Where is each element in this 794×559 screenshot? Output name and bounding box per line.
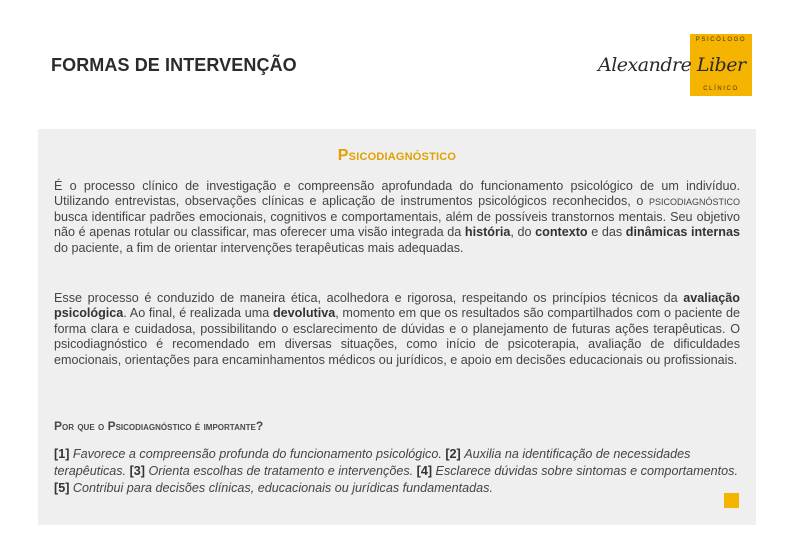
bold-term: contexto <box>535 225 588 240</box>
point-text: Esclarece dúvidas sobre sintomas e comportamentos. <box>435 464 738 478</box>
importance-heading: Por que o Psicodiagnóstico é importante? <box>54 419 264 433</box>
point-text: Orienta escolhas de tratamento e intervenções. <box>148 464 414 478</box>
text-run: . Ao final, é realizada uma <box>123 306 273 321</box>
point-number: [3] <box>129 464 146 478</box>
point-number: [2] <box>445 447 461 461</box>
text-run: e das <box>587 225 626 240</box>
point-number: [4] <box>416 464 433 478</box>
bold-term: avaliação psicológica <box>54 291 740 321</box>
text-run: É o processo clínico de investigação e compreensão aprofundada do funcionamento psicológico de um indivíduo. Utilizando entrevistas, observações clínicas e aplicação de instrumentos psicológicos reconhecidos, o <box>54 179 740 209</box>
bold-term: dinâmicas internas <box>625 225 740 240</box>
text-run: Esse processo é conduzido de maneira ética, acolhedora e rigorosa, respeitando os princípios técnicos da <box>54 291 684 305</box>
point-number: [5] <box>54 481 70 495</box>
bold-term: história <box>464 225 511 240</box>
point-text: Auxilia na identificação de necessidades terapêuticas. <box>54 447 691 478</box>
logo-bottom-label: CLÍNICO <box>703 86 739 92</box>
text-run: , do <box>510 225 536 240</box>
point-text: Favorece a compreensão profunda do funcionamento psicológico. <box>72 447 442 461</box>
text-run: busca identificar padrões emocionais, cognitivos e comportamentais, além de possíveis transtornos mentais. Seu objetivo não é apenas rotular ou classificar, mas oferecer uma visão integrada da <box>54 209 740 240</box>
bold-term: devolutiva <box>272 306 336 321</box>
text-run: do paciente, a fim de orientar intervenções terapêuticas mais adequadas. <box>54 240 464 255</box>
point-number: [1] <box>54 447 70 461</box>
logo-top-label: PSICÓLOGO <box>695 37 747 43</box>
content-panel <box>38 129 756 525</box>
text-run: , momento em que os resultados são compartilhados com o paciente de forma clara e cuidadosa, possibilitando o esclarecimento de dúvidas e o planejamento de futuras ações terapêuticas. O psicodiagnóstico é recomendado em diversas situações, como início de psicoterapia, avaliação de dificuldades emocionais, orientações para encaminhamentos médicos ou jurídicos, e apoio em decisões educacionais ou profissionais. <box>54 306 740 367</box>
importance-points <box>54 446 740 497</box>
logo-signature: Alexandre Liber <box>598 54 746 76</box>
page-title: FORMAS DE INTERVENÇÃO <box>51 55 297 75</box>
text-run-smallcaps: psicodiagnóstico <box>648 194 740 209</box>
brand-logo <box>598 34 756 98</box>
paragraph-definition <box>54 179 740 256</box>
corner-logo-badge <box>724 493 739 508</box>
point-text: Contribui para decisões clínicas, educacionais ou jurídicas fundamentadas. <box>72 481 493 495</box>
paragraph-process <box>54 291 740 368</box>
section-title: Psicodiagnóstico <box>337 147 457 164</box>
